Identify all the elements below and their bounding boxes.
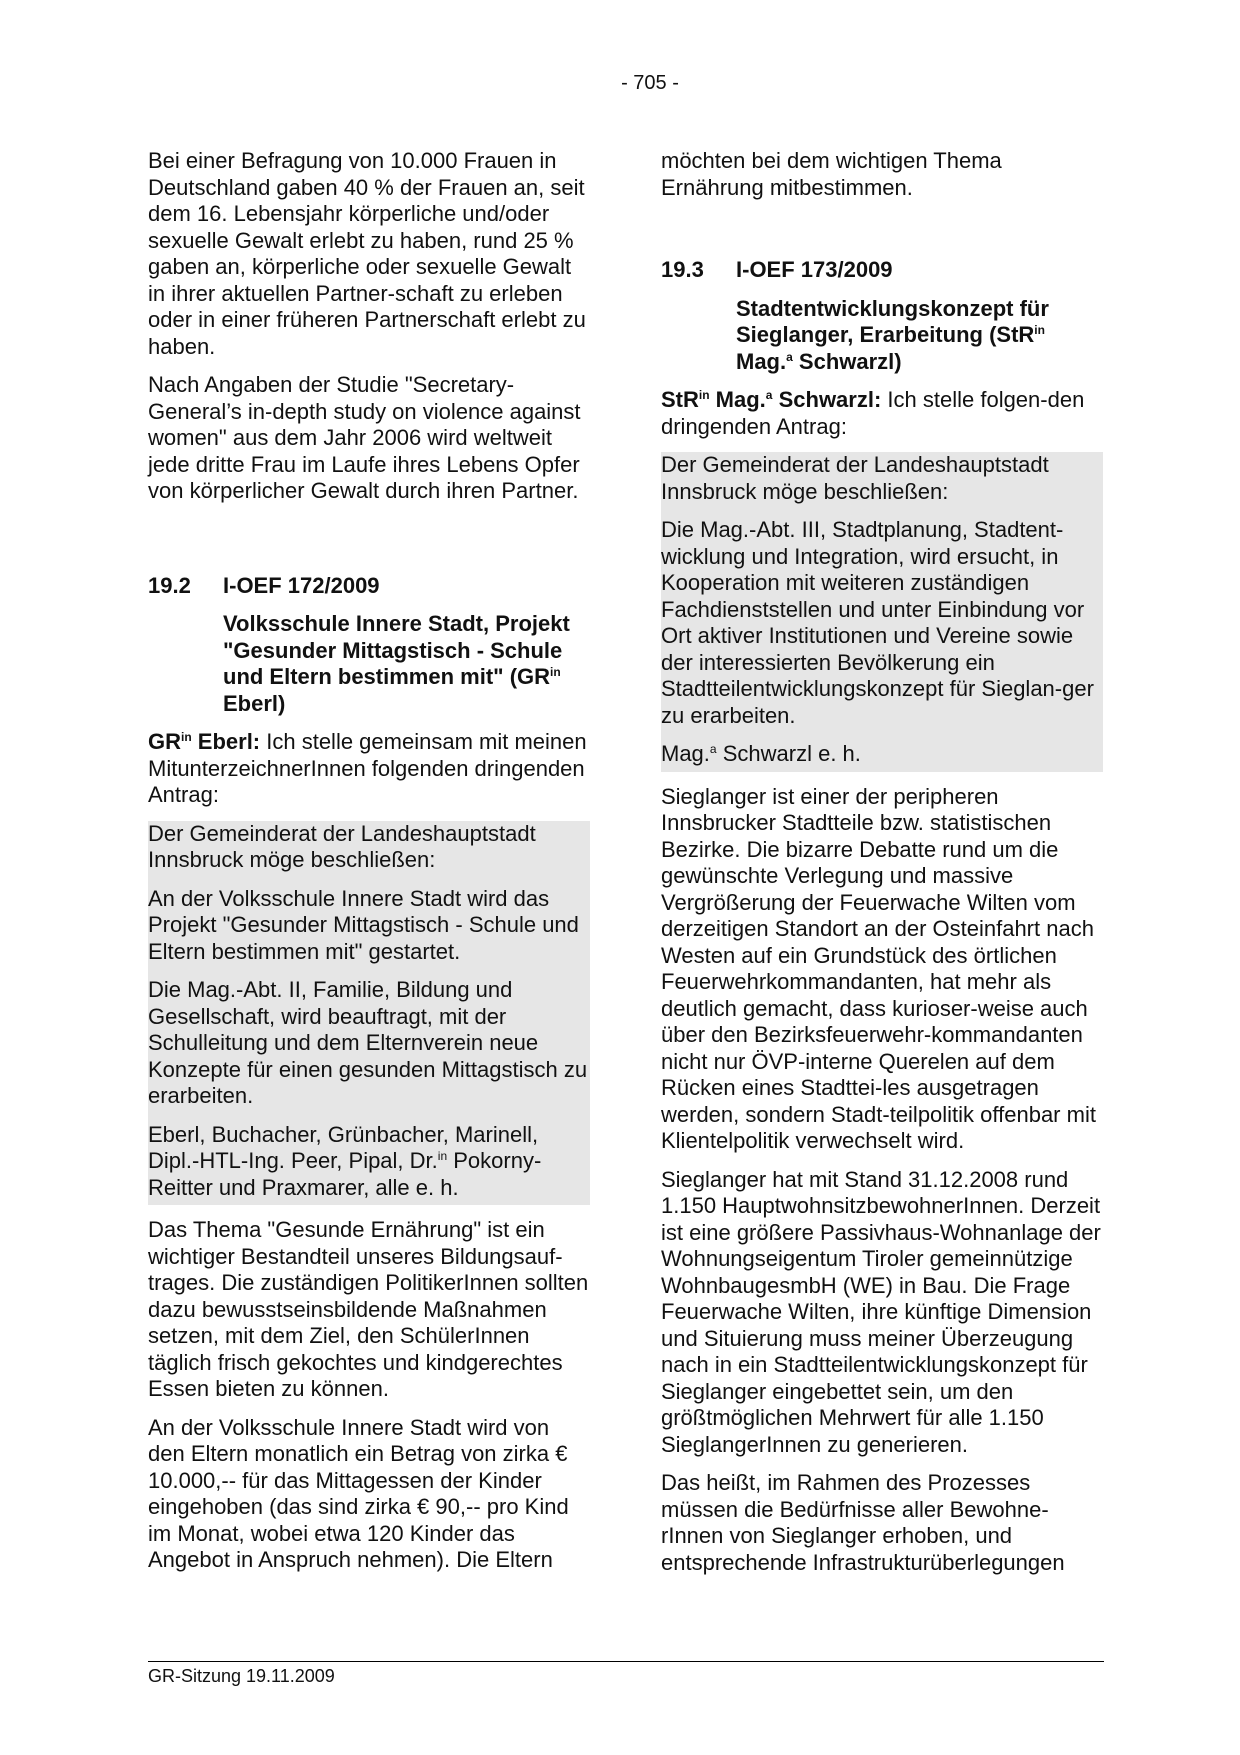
left-paragraph-1: Bei einer Befragung von 10.000 Frauen in Deutschland gaben 40 % der Frauen an, seit dem 16. Lebensjahr körperliche und/oder sexuelle Gewalt erlebt zu haben, rund 25 % gaben an, körperliche oder sexuelle Gewalt in ihrer aktuellen Partner-schaft zu erleben oder in einer früheren Partnerschaft erlebt zu haben.	[148, 148, 586, 359]
motion-text-1: Der Gemeinderat der Landeshauptstadt Innsbruck möge beschließen:	[661, 452, 1049, 504]
section-number: 19.3	[661, 257, 704, 282]
left-column	[148, 148, 590, 1586]
speaker-intro: $GR^{in}$ Eberl: Ich stelle gemeinsam mit meinen MitunterzeichnerInnen folgenden dringenden Antrag:	[148, 729, 587, 807]
left-paragraph-3: Das Thema "Gesunde Ernährung" ist ein wichtiger Bestandteil unseres Bildungsauf-trages. Die zuständigen PolitikerInnen sollten dazu bewusstseinsbildende Maßnahmen setzen, mit dem Ziel, den SchülerInnen täglich frisch gekochtes und kindgerechtes Essen bieten zu können.	[148, 1217, 589, 1401]
motion-text-3: Die Mag.-Abt. II, Familie, Bildung und Gesellschaft, wird beauftragt, mit der Schulleitung und dem Elternverein neue Konzepte für einen gesunden Mittagstisch zu erarbeiten.	[148, 977, 588, 1108]
right-paragraph-1: möchten bei dem wichtigen Thema Ernährung mitbestimmen.	[661, 148, 1002, 200]
footer-text: GR-Sitzung 19.11.2009	[148, 1666, 335, 1686]
motion-box	[148, 821, 590, 1206]
left-paragraph-2: Nach Angaben der Studie "Secretary-General’s in-depth study on violence against women" aus dem Jahr 2006 wird weltweit jede dritte Frau im Laufe ihres Lebens Opfer von körperlicher Gewalt durch ihren Partner.	[148, 372, 581, 503]
section-19-2-title: Volksschule Innere Stadt, Projekt "Gesunder Mittagstisch - Schule und Eltern bestimmen mit" ($GR^{in}$ Eberl)	[223, 611, 570, 716]
motion-text-2: An der Volksschule Innere Stadt wird das Projekt "Gesunder Mittagstisch - Schule und Eltern bestimmen mit" gestartet.	[148, 885, 579, 964]
right-paragraph-2: Sieglanger ist einer der peripheren Innsbrucker Stadtteile bzw. statistischen Bezirke. Die bizarre Debatte rund um die gewünschte Verlegung und massive Vergrößerung der Feuerwache Wilten vom derzeitigen Standort an der Osteinfahrt nach Westen auf ein Grundstück des örtlichen Feuerwehrkommandanten, hat mehr als deutlich gemacht, dass kurioser-weise auch über den Bezirksfeuerwehr-kommandanten nicht nur ÖVP-interne Querelen auf dem Rücken eines Stadttei-les ausgetragen werden, sondern Stadt-teilpolitik offenbar mit Klientelpolitik verwechselt wird.	[661, 783, 1096, 1153]
speaker-intro: StR$^{in}$ Mag.$^a$ Schwarzl: Ich stelle folgen-den dringenden Antrag:	[661, 387, 1085, 439]
right-paragraph-4: Das heißt, im Rahmen des Prozesses müssen die Bedürfnisse aller Bewohne-rInnen von Sieglanger erhoben, und entsprechende Infrastrukturüberlegungen	[661, 1470, 1065, 1575]
motion-text-1: Der Gemeinderat der Landeshauptstadt Innsbruck möge beschließen:	[148, 820, 536, 872]
footer-rule	[148, 1661, 1104, 1662]
right-paragraph-3: Sieglanger hat mit Stand 31.12.2008 rund 1.150 HauptwohnsitzbewohnerInnen. Derzeit ist eine größere Passivhaus-Wohnanlage der Wohnungseigentum Tiroler gemeinnützige WohnbaugesmbH (WE) in Bau. Die Frage Feuerwache Wilten, ihre künftige Dimension und Situierung muss meiner Überzeugung nach in ein Stadtteilentwicklungskonzept für Sieglanger eingebettet sein, um den größtmöglichen Mehrwert für alle 1.150 SieglangerInnen zu generieren.	[661, 1166, 1101, 1457]
motion-text-2: Die Mag.-Abt. III, Stadtplanung, Stadtent-wicklung und Integration, wird ersucht, in Kooperation mit weiteren zuständigen Fachdienststellen und unter Einbindung vor Ort aktiver Institutionen und Vereine sowie der interessierten Bevölkerung ein Stadtteilentwicklungskonzept für Sieglan-ger zu erarbeiten.	[661, 517, 1094, 728]
motion-box	[661, 452, 1103, 772]
section-19-3-heading	[661, 257, 1103, 284]
section-19-3-title: Stadtentwicklungskonzept für Sieglanger, Erarbeitung (StR$^{in}$ Mag.$^a$ Schwarzl)	[736, 295, 1049, 374]
page-number: - 705 -	[621, 72, 679, 94]
section-19-2-heading	[148, 573, 590, 600]
left-paragraph-4: An der Volksschule Innere Stadt wird von den Eltern monatlich ein Betrag von zirka € 10.000,-- für das Mittagessen der Kinder eingehoben (das sind zirka € 90,-- pro Kind im Monat, wobei etwa 120 Kinder das Angebot in Anspruch nehmen). Die Eltern	[148, 1414, 569, 1572]
section-code: I-OEF 172/2009	[223, 572, 380, 598]
motion-signers: Eberl, Buchacher, Grünbacher, Marinell, Dipl.-HTL-Ing. Peer, Pipal, Dr.$^{in}$ Pokorny-Reitter und Praxmarer, alle e. h.	[148, 1121, 542, 1200]
section-code: I-OEF 173/2009	[736, 257, 893, 282]
section-number: 19.2	[148, 572, 191, 598]
motion-signer: Mag.$^a$ Schwarzl e. h.	[661, 741, 861, 766]
right-column	[661, 148, 1103, 1588]
